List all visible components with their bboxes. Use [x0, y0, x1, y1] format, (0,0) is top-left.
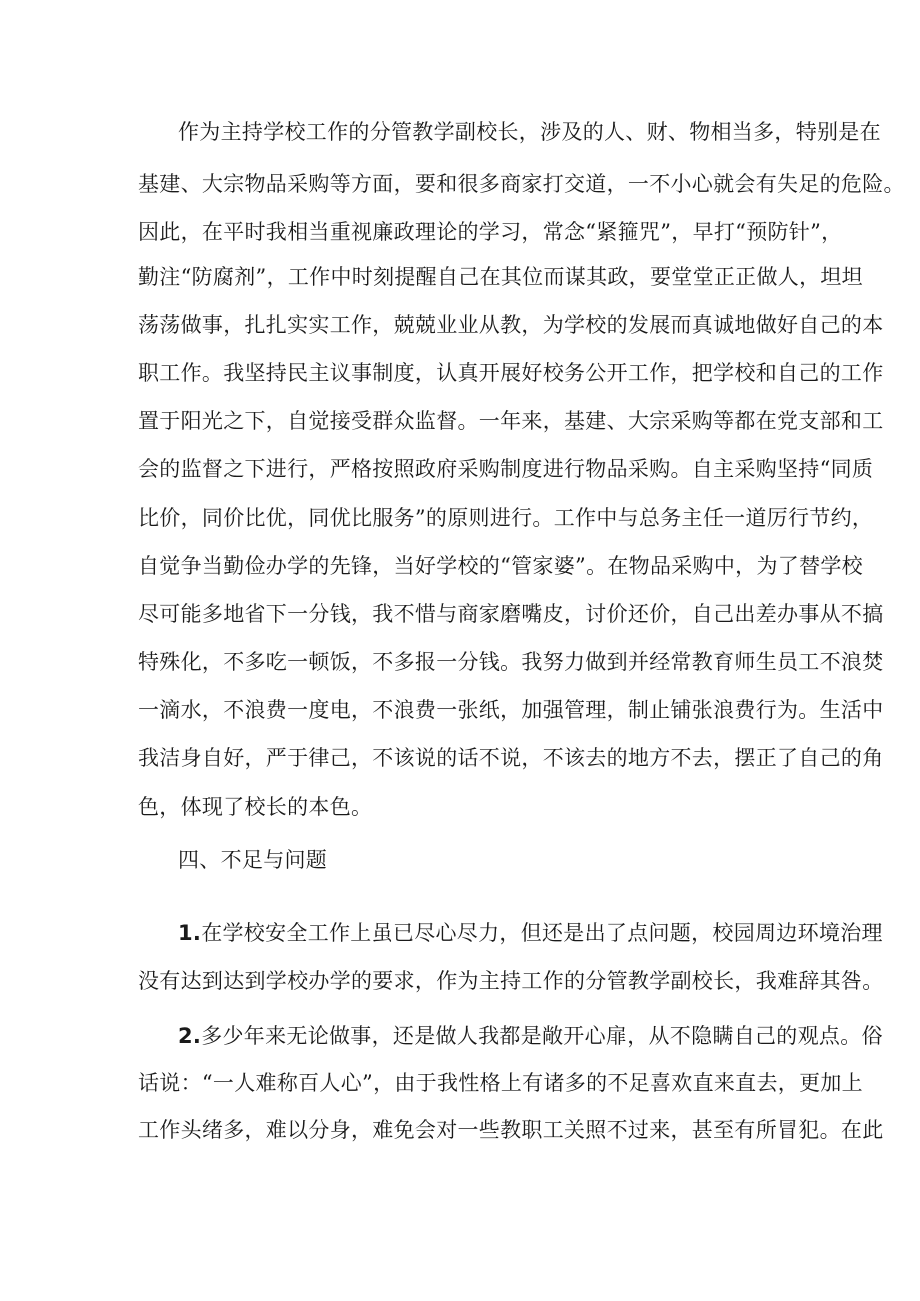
paragraph-line: 会的监督之下进行，严格按照政府采购制度进行物品采购。自主采购坚持“同质: [138, 457, 874, 481]
paragraph-line: 基建、大宗物品采购等方面，要和很多商家打交道，一不小心就会有失足的危险。: [138, 172, 905, 196]
list-item-number: 1.: [178, 921, 202, 945]
paragraph-line: 自觉争当勤俭办学的先锋，当好学校的“管家婆”。在物品采购中，为了替学校: [138, 554, 863, 578]
section-heading: 四、不足与问题: [178, 848, 328, 872]
list-item-line: 话说：“一人难称百人心”，由于我性格上有诸多的不足喜欢直来直去，更加上: [138, 1071, 863, 1095]
list-item-text: 多少年来无论做事，还是做人我都是敞开心扉，从不隐瞒自己的观点。俗: [201, 1024, 883, 1048]
paragraph-line: 一滴水，不浪费一度电，不浪费一张纸，加强管理，制止铺张浪费行为。生活中: [138, 698, 884, 722]
paragraph-line: 我洁身自好，严于律己，不该说的话不说，不该去的地方不去，摆正了自己的角: [138, 746, 884, 770]
paragraph-line: 色，体现了校长的本色。: [138, 795, 373, 819]
list-item-number: 2.: [178, 1024, 202, 1048]
paragraph-line: 置于阳光之下，自觉接受群众监督。一年来，基建、大宗采购等都在党支部和工: [138, 409, 884, 433]
paragraph-line: 职工作。我坚持民主议事制度，认真开展好校务公开工作，把学校和自己的工作: [138, 361, 884, 385]
list-item-text: 在学校安全工作上虽已尽心尽力，但还是出了点问题，校园周边环境治理: [201, 921, 883, 945]
paragraph-line: 荡荡做事，扎扎实实工作，兢兢业业从教，为学校的发展而真诚地做好自己的本: [138, 313, 884, 337]
paragraph-line: 勤注“防腐剂”，工作中时刻提醒自己在其位而谋其政，要堂堂正正做人，坦坦: [138, 265, 863, 289]
list-item-line: 工作头绪多，难以分身，难免会对一些教职工关照不过来，甚至有所冒犯。在此: [138, 1118, 884, 1142]
paragraph-line: 尽可能多地省下一分钱，我不惜与商家磨嘴皮，讨价还价，自己出差办事从不搞: [138, 602, 884, 626]
paragraph-line: 因此，在平时我相当重视廉政理论的学习，常念“紧箍咒”，早打“预防针”，: [138, 220, 843, 244]
list-item-line: [178, 1021, 883, 1051]
paragraph-line: 比价，同价比优，同优比服务”的原则进行。工作中与总务主任一道厉行节约，: [138, 506, 874, 530]
list-item-line: 没有达到达到学校办学的要求，作为主持工作的分管教学副校长，我难辞其咎。: [138, 969, 884, 993]
paragraph-line: 作为主持学校工作的分管教学副校长，涉及的人、财、物相当多，特别是在: [178, 120, 881, 144]
paragraph-line: 特殊化，不多吃一顿饭，不多报一分钱。我努力做到并经常教育师生员工不浪焚: [138, 650, 884, 674]
list-item-line: [178, 918, 883, 948]
